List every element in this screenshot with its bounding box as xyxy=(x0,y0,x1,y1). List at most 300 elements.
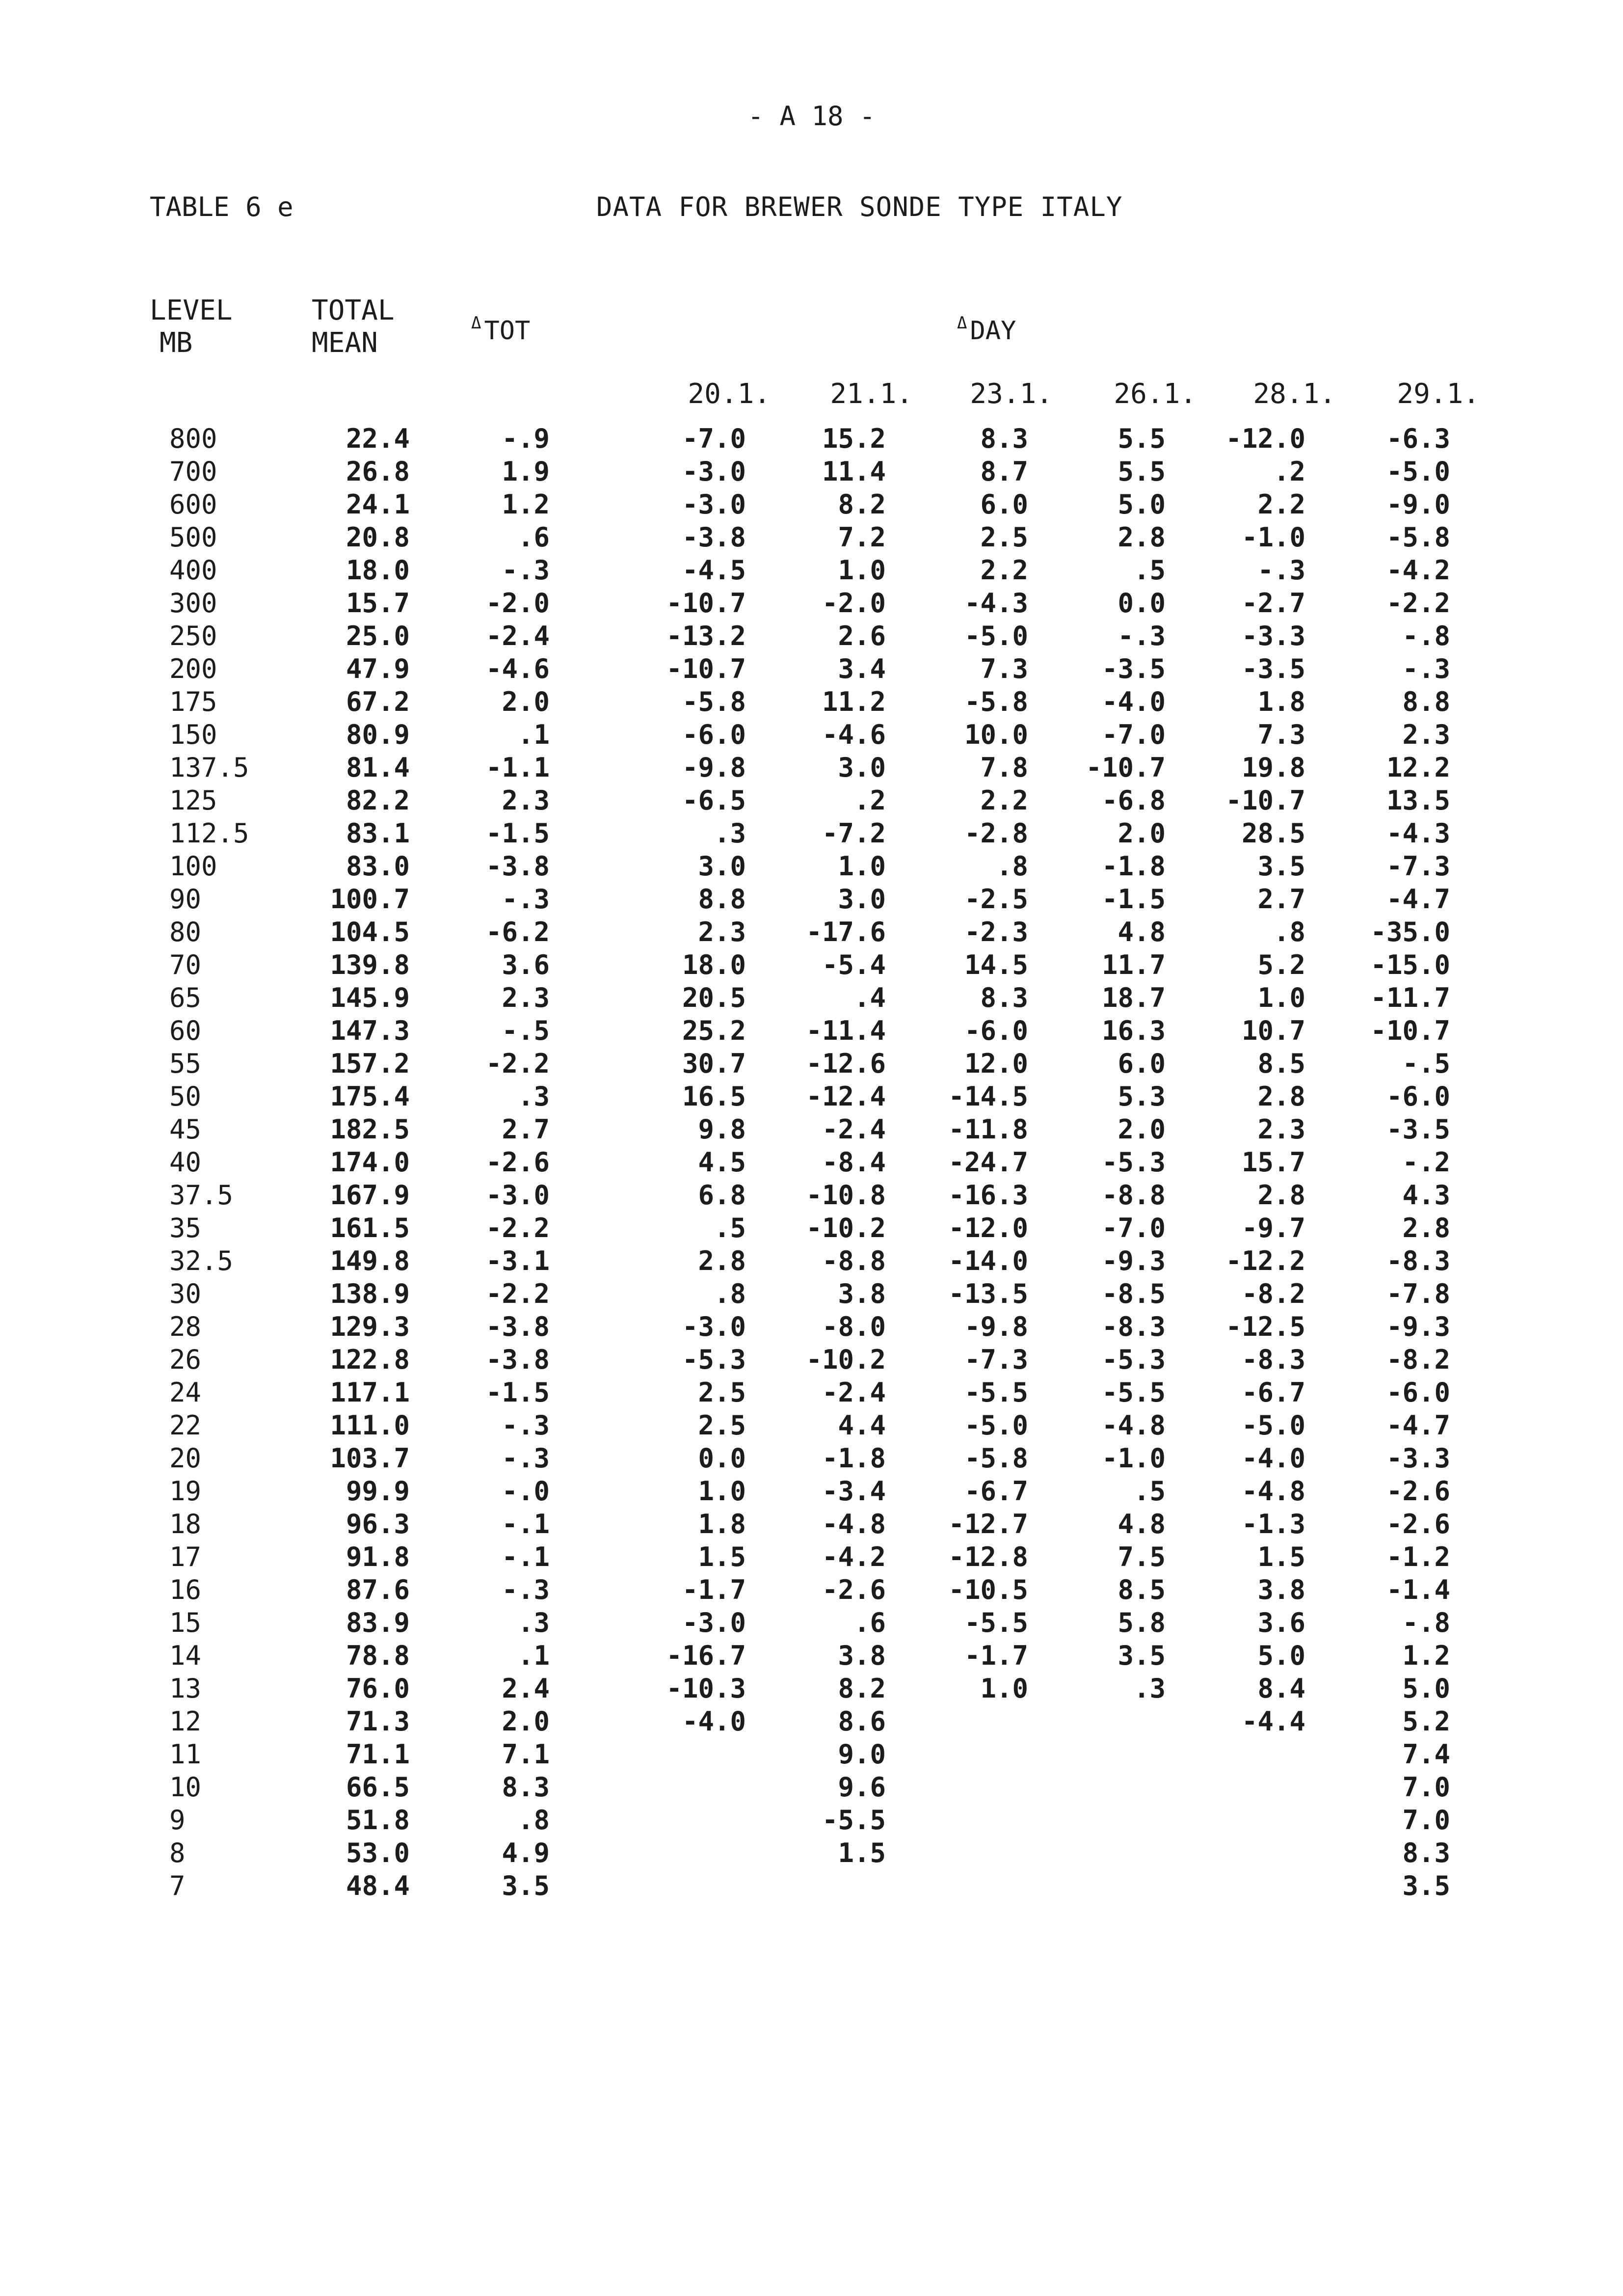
table-row xyxy=(0,488,1623,521)
table-row xyxy=(0,1672,1623,1705)
delta-day-cell-21-1: 11.2 xyxy=(822,686,886,717)
delta-tot-cell: -.3 xyxy=(502,884,550,915)
delta-day-cell-23-1: -14.5 xyxy=(948,1081,1028,1112)
total-mean-cell: 167.9 xyxy=(330,1180,410,1211)
delta-day-cell-28-1: 2.8 xyxy=(1257,1180,1305,1211)
delta-day-cell-29-1: 7.4 xyxy=(1402,1739,1450,1770)
delta-tot-cell: .6 xyxy=(517,522,550,553)
total-mean-cell: 139.8 xyxy=(330,949,410,980)
delta-day-cell-20-1: -5.3 xyxy=(682,1344,746,1375)
delta-day-cell-29-1: -7.3 xyxy=(1386,851,1450,882)
level-cell: 175 xyxy=(169,686,217,717)
delta-tot-sub: TOT xyxy=(484,316,531,346)
delta-day-cell-26-1: -6.8 xyxy=(1101,785,1166,816)
delta-day-cell-28-1: -12.0 xyxy=(1225,423,1305,454)
delta-day-cell-26-1: 2.0 xyxy=(1117,1114,1166,1145)
delta-day-cell-20-1: 4.5 xyxy=(698,1147,746,1178)
delta-tot-cell: 4.9 xyxy=(502,1837,550,1868)
delta-tot-cell: -6.2 xyxy=(485,917,550,947)
date-header-23-1: 23.1. xyxy=(970,378,1053,410)
delta-day-cell-21-1: -8.8 xyxy=(822,1245,886,1276)
delta-day-cell-28-1: -1.0 xyxy=(1241,522,1305,553)
header-total-mean-line1: TOTAL xyxy=(312,295,395,326)
delta-day-cell-29-1: -1.2 xyxy=(1386,1541,1450,1572)
total-mean-cell: 78.8 xyxy=(346,1640,410,1671)
delta-day-cell-28-1: 19.8 xyxy=(1241,752,1305,783)
table-row xyxy=(0,521,1623,554)
delta-day-cell-23-1: -16.3 xyxy=(948,1180,1028,1211)
table-row xyxy=(0,751,1623,784)
table-row xyxy=(0,1244,1623,1277)
delta-day-cell-23-1: 2.2 xyxy=(980,555,1028,586)
delta-day-cell-26-1: -1.0 xyxy=(1101,1443,1166,1474)
table-row xyxy=(0,981,1623,1014)
delta-tot-cell: -2.2 xyxy=(485,1278,550,1309)
delta-day-cell-20-1: .5 xyxy=(714,1213,746,1243)
delta-day-cell-21-1: 1.5 xyxy=(838,1837,886,1868)
table-row xyxy=(0,948,1623,981)
delta-day-cell-20-1: 1.8 xyxy=(698,1509,746,1540)
header-delta-tot xyxy=(471,307,530,347)
delta-day-cell-29-1: 3.5 xyxy=(1402,1870,1450,1901)
delta-tot-cell: -.9 xyxy=(502,423,550,454)
level-cell: 17 xyxy=(169,1541,202,1572)
delta-day-cell-23-1: -14.0 xyxy=(948,1245,1028,1276)
delta-tot-cell: -2.2 xyxy=(485,1213,550,1243)
delta-tot-cell: -.0 xyxy=(502,1476,550,1507)
delta-day-cell-26-1: -8.5 xyxy=(1101,1278,1166,1309)
delta-day-cell-26-1: -9.3 xyxy=(1101,1245,1166,1276)
delta-day-cell-21-1: 3.8 xyxy=(838,1278,886,1309)
table-row xyxy=(0,1146,1623,1179)
data-table-body xyxy=(0,422,1623,1944)
total-mean-cell: 145.9 xyxy=(330,982,410,1013)
delta-day-cell-29-1: 7.0 xyxy=(1402,1805,1450,1836)
delta-day-cell-29-1: 5.2 xyxy=(1402,1706,1450,1737)
level-cell: 15 xyxy=(169,1607,202,1638)
date-header-29-1: 29.1. xyxy=(1397,378,1480,410)
table-row xyxy=(0,1639,1623,1672)
level-cell: 40 xyxy=(169,1147,202,1178)
table-row xyxy=(0,1540,1623,1573)
delta-day-cell-26-1: 2.8 xyxy=(1117,522,1166,553)
table-row xyxy=(0,1573,1623,1606)
delta-day-cell-23-1: -5.5 xyxy=(964,1377,1028,1408)
total-mean-cell: 138.9 xyxy=(330,1278,410,1309)
delta-day-cell-28-1: -4.8 xyxy=(1241,1476,1305,1507)
delta-day-cell-26-1: -4.0 xyxy=(1101,686,1166,717)
table-row xyxy=(0,1277,1623,1310)
delta-day-cell-26-1: -5.3 xyxy=(1101,1344,1166,1375)
delta-day-cell-21-1: -8.4 xyxy=(822,1147,886,1178)
delta-day-cell-29-1: -8.2 xyxy=(1386,1344,1450,1375)
delta-day-cell-23-1: -2.3 xyxy=(964,917,1028,947)
total-mean-cell: 80.9 xyxy=(346,719,410,750)
level-cell: 14 xyxy=(169,1640,202,1671)
delta-day-cell-21-1: 1.0 xyxy=(838,851,886,882)
delta-day-cell-29-1: 13.5 xyxy=(1386,785,1450,816)
level-cell: 100 xyxy=(169,851,217,882)
delta-day-cell-26-1: -8.3 xyxy=(1101,1311,1166,1342)
delta-day-cell-26-1: -4.8 xyxy=(1101,1410,1166,1441)
total-mean-cell: 83.1 xyxy=(346,818,410,849)
delta-day-cell-21-1: -7.2 xyxy=(822,818,886,849)
delta-day-cell-28-1: 5.2 xyxy=(1257,949,1305,980)
delta-day-cell-21-1: 9.0 xyxy=(838,1739,886,1770)
delta-day-cell-21-1: -2.0 xyxy=(822,588,886,619)
total-mean-cell: 22.4 xyxy=(346,423,410,454)
level-cell: 55 xyxy=(169,1048,202,1079)
table-row xyxy=(0,817,1623,850)
delta-tot-cell: 2.0 xyxy=(502,686,550,717)
table-row xyxy=(0,422,1623,455)
level-cell: 32.5 xyxy=(169,1245,234,1276)
date-header-21-1: 21.1. xyxy=(830,378,913,410)
delta-tot-cell: 1.9 xyxy=(502,456,550,487)
delta-day-cell-23-1: 10.0 xyxy=(964,719,1028,750)
total-mean-cell: 81.4 xyxy=(346,752,410,783)
total-mean-cell: 100.7 xyxy=(330,884,410,915)
delta-day-cell-28-1: -12.5 xyxy=(1225,1311,1305,1342)
delta-day-cell-26-1: -1.5 xyxy=(1101,884,1166,915)
delta-day-cell-28-1: -4.4 xyxy=(1241,1706,1305,1737)
delta-day-sub: DAY xyxy=(970,316,1016,346)
delta-day-cell-28-1: 1.0 xyxy=(1257,982,1305,1013)
level-cell: 35 xyxy=(169,1213,202,1243)
delta-day-cell-23-1: 2.2 xyxy=(980,785,1028,816)
delta-day-cell-26-1: -7.0 xyxy=(1101,1213,1166,1243)
table-row xyxy=(0,718,1623,751)
table-row xyxy=(0,685,1623,718)
delta-tot-cell: 8.3 xyxy=(502,1772,550,1803)
delta-day-cell-28-1: -6.7 xyxy=(1241,1377,1305,1408)
delta-day-cell-23-1: -2.5 xyxy=(964,884,1028,915)
table-row xyxy=(0,587,1623,620)
delta-tot-cell: -1.5 xyxy=(485,818,550,849)
delta-day-cell-29-1: -.8 xyxy=(1402,621,1450,651)
total-mean-cell: 83.9 xyxy=(346,1607,410,1638)
delta-day-cell-20-1: -3.0 xyxy=(682,1311,746,1342)
delta-day-cell-20-1: -13.2 xyxy=(666,621,746,651)
level-cell: 125 xyxy=(169,785,217,816)
header-delta-day xyxy=(957,307,1016,347)
delta-tot-cell: -2.0 xyxy=(485,588,550,619)
delta-day-cell-20-1: 16.5 xyxy=(682,1081,746,1112)
delta-day-cell-21-1: 4.4 xyxy=(838,1410,886,1441)
level-cell: 13 xyxy=(169,1673,202,1704)
total-mean-cell: 161.5 xyxy=(330,1213,410,1243)
delta-day-cell-29-1: -10.7 xyxy=(1370,1015,1450,1046)
total-mean-cell: 15.7 xyxy=(346,588,410,619)
delta-day-cell-23-1: -12.8 xyxy=(948,1541,1028,1572)
level-cell: 50 xyxy=(169,1081,202,1112)
table-row xyxy=(0,1475,1623,1508)
delta-day-cell-28-1: 10.7 xyxy=(1241,1015,1305,1046)
delta-tot-cell: -2.2 xyxy=(485,1048,550,1079)
table-row xyxy=(0,1179,1623,1212)
delta-day-cell-23-1: -7.3 xyxy=(964,1344,1028,1375)
delta-tot-cell: -.5 xyxy=(502,1015,550,1046)
delta-day-cell-20-1: 0.0 xyxy=(698,1443,746,1474)
delta-day-cell-20-1: -3.0 xyxy=(682,489,746,520)
delta-day-cell-28-1: 8.5 xyxy=(1257,1048,1305,1079)
delta-day-cell-20-1: 3.0 xyxy=(698,851,746,882)
total-mean-cell: 83.0 xyxy=(346,851,410,882)
delta-day-cell-26-1: 2.0 xyxy=(1117,818,1166,849)
header-total-mean-line2: MEAN xyxy=(312,327,378,359)
level-cell: 10 xyxy=(169,1772,202,1803)
delta-day-cell-23-1: 1.0 xyxy=(980,1673,1028,1704)
delta-day-cell-29-1: -15.0 xyxy=(1370,949,1450,980)
delta-day-cell-23-1: -1.7 xyxy=(964,1640,1028,1671)
level-cell: 22 xyxy=(169,1410,202,1441)
date-header-20-1: 20.1. xyxy=(688,378,771,410)
delta-tot-cell: -2.6 xyxy=(485,1147,550,1178)
total-mean-cell: 26.8 xyxy=(346,456,410,487)
delta-day-cell-28-1: 2.8 xyxy=(1257,1081,1305,1112)
delta-day-cell-23-1: -5.8 xyxy=(964,1443,1028,1474)
delta-tot-cell: -.3 xyxy=(502,1574,550,1605)
delta-day-cell-21-1: .6 xyxy=(853,1607,886,1638)
delta-day-cell-21-1: -10.2 xyxy=(806,1344,886,1375)
delta-day-cell-29-1: 1.2 xyxy=(1402,1640,1450,1671)
delta-tot-cell: .1 xyxy=(517,719,550,750)
delta-day-cell-20-1: 20.5 xyxy=(682,982,746,1013)
table-row xyxy=(0,1014,1623,1047)
total-mean-cell: 99.9 xyxy=(346,1476,410,1507)
level-cell: 12 xyxy=(169,1706,202,1737)
level-cell: 70 xyxy=(169,949,202,980)
delta-day-cell-23-1: -24.7 xyxy=(948,1147,1028,1178)
delta-day-cell-26-1: 5.8 xyxy=(1117,1607,1166,1638)
table-row xyxy=(0,1310,1623,1343)
delta-day-cell-29-1: -3.3 xyxy=(1386,1443,1450,1474)
delta-day-cell-29-1: -35.0 xyxy=(1370,917,1450,947)
delta-tot-cell: -.1 xyxy=(502,1509,550,1540)
delta-day-cell-21-1: -4.2 xyxy=(822,1541,886,1572)
level-cell: 18 xyxy=(169,1509,202,1540)
table-row xyxy=(0,1869,1623,1902)
table-row xyxy=(0,883,1623,916)
delta-day-cell-21-1: 8.2 xyxy=(838,489,886,520)
table-row xyxy=(0,850,1623,883)
level-cell: 7 xyxy=(169,1870,186,1901)
total-mean-cell: 129.3 xyxy=(330,1311,410,1342)
delta-tot-cell: -3.0 xyxy=(485,1180,550,1211)
delta-day-cell-29-1: -.8 xyxy=(1402,1607,1450,1638)
delta-day-cell-28-1: 28.5 xyxy=(1241,818,1305,849)
table-row xyxy=(0,1409,1623,1442)
delta-day-cell-21-1: 3.4 xyxy=(838,653,886,684)
delta-day-cell-21-1: 3.0 xyxy=(838,752,886,783)
delta-tot-cell: .1 xyxy=(517,1640,550,1671)
table-row xyxy=(0,1212,1623,1244)
delta-day-cell-29-1: -4.3 xyxy=(1386,818,1450,849)
delta-day-cell-20-1: -1.7 xyxy=(682,1574,746,1605)
delta-tot-cell: -3.1 xyxy=(485,1245,550,1276)
delta-day-cell-23-1: 7.3 xyxy=(980,653,1028,684)
delta-tot-cell: 2.7 xyxy=(502,1114,550,1145)
delta-day-cell-29-1: -3.5 xyxy=(1386,1114,1450,1145)
header-total-mean xyxy=(312,295,395,359)
delta-day-cell-29-1: -4.2 xyxy=(1386,555,1450,586)
level-cell: 30 xyxy=(169,1278,202,1309)
delta-day-cell-28-1: 1.5 xyxy=(1257,1541,1305,1572)
delta-tot-cell: -3.8 xyxy=(485,1311,550,1342)
delta-tot-cell: .8 xyxy=(517,1805,550,1836)
level-cell: 9 xyxy=(169,1805,186,1836)
level-cell: 80 xyxy=(169,917,202,947)
total-mean-cell: 47.9 xyxy=(346,653,410,684)
delta-day-cell-20-1: -5.8 xyxy=(682,686,746,717)
delta-day-cell-29-1: -6.0 xyxy=(1386,1377,1450,1408)
delta-day-cell-23-1: -10.5 xyxy=(948,1574,1028,1605)
delta-day-cell-29-1: 2.8 xyxy=(1402,1213,1450,1243)
table-row xyxy=(0,652,1623,685)
total-mean-cell: 82.2 xyxy=(346,785,410,816)
delta-day-cell-28-1: 3.5 xyxy=(1257,851,1305,882)
level-cell: 700 xyxy=(169,456,217,487)
delta-day-cell-26-1: -7.0 xyxy=(1101,719,1166,750)
total-mean-cell: 182.5 xyxy=(330,1114,410,1145)
delta-day-cell-26-1: -3.5 xyxy=(1101,653,1166,684)
delta-day-cell-23-1: -9.8 xyxy=(964,1311,1028,1342)
delta-day-cell-21-1: 8.6 xyxy=(838,1706,886,1737)
delta-day-cell-21-1: -10.8 xyxy=(806,1180,886,1211)
level-cell: 60 xyxy=(169,1015,202,1046)
delta-day-cell-23-1: -6.7 xyxy=(964,1476,1028,1507)
delta-day-cell-26-1: -10.7 xyxy=(1086,752,1166,783)
total-mean-cell: 91.8 xyxy=(346,1541,410,1572)
delta-day-cell-26-1: 4.8 xyxy=(1117,917,1166,947)
total-mean-cell: 96.3 xyxy=(346,1509,410,1540)
delta-day-cell-26-1: 4.8 xyxy=(1117,1509,1166,1540)
total-mean-cell: 87.6 xyxy=(346,1574,410,1605)
total-mean-cell: 147.3 xyxy=(330,1015,410,1046)
delta-day-cell-28-1: 1.8 xyxy=(1257,686,1305,717)
delta-day-cell-29-1: 12.2 xyxy=(1386,752,1450,783)
delta-day-cell-29-1: -.3 xyxy=(1402,653,1450,684)
delta-tot-cell: 3.5 xyxy=(502,1870,550,1901)
delta-day-cell-28-1: -2.7 xyxy=(1241,588,1305,619)
delta-day-cell-26-1: 11.7 xyxy=(1101,949,1166,980)
delta-day-cell-26-1: 5.5 xyxy=(1117,456,1166,487)
level-cell: 28 xyxy=(169,1311,202,1342)
delta-day-cell-23-1: -6.0 xyxy=(964,1015,1028,1046)
delta-day-cell-20-1: 1.5 xyxy=(698,1541,746,1572)
delta-day-cell-21-1: -12.6 xyxy=(806,1048,886,1079)
delta-day-cell-29-1: -2.6 xyxy=(1386,1476,1450,1507)
delta-day-cell-26-1: 3.5 xyxy=(1117,1640,1166,1671)
delta-day-cell-23-1: 6.0 xyxy=(980,489,1028,520)
total-mean-cell: 157.2 xyxy=(330,1048,410,1079)
delta-day-cell-28-1: 2.2 xyxy=(1257,489,1305,520)
delta-day-cell-20-1: -3.0 xyxy=(682,456,746,487)
delta-day-cell-21-1: -8.0 xyxy=(822,1311,886,1342)
delta-tot-cell: -1.1 xyxy=(485,752,550,783)
total-mean-cell: 103.7 xyxy=(330,1443,410,1474)
delta-day-cell-28-1: 8.4 xyxy=(1257,1673,1305,1704)
delta-day-cell-23-1: -5.0 xyxy=(964,621,1028,651)
total-mean-cell: 18.0 xyxy=(346,555,410,586)
delta-day-cell-29-1: -4.7 xyxy=(1386,1410,1450,1441)
delta-day-cell-28-1: -12.2 xyxy=(1225,1245,1305,1276)
delta-day-cell-21-1: -17.6 xyxy=(806,917,886,947)
delta-day-cell-28-1: .8 xyxy=(1273,917,1305,947)
delta-day-cell-28-1: -5.0 xyxy=(1241,1410,1305,1441)
level-cell: 8 xyxy=(169,1837,186,1868)
delta-day-cell-29-1: -.5 xyxy=(1402,1048,1450,1079)
delta-day-cell-20-1: -6.5 xyxy=(682,785,746,816)
level-cell: 90 xyxy=(169,884,202,915)
level-cell: 400 xyxy=(169,555,217,586)
delta-day-cell-20-1: -4.5 xyxy=(682,555,746,586)
total-mean-cell: 71.1 xyxy=(346,1739,410,1770)
delta-day-cell-26-1: 18.7 xyxy=(1101,982,1166,1013)
delta-day-cell-21-1: .2 xyxy=(853,785,886,816)
level-cell: 26 xyxy=(169,1344,202,1375)
table-row xyxy=(0,1047,1623,1080)
delta-day-cell-20-1: -10.7 xyxy=(666,653,746,684)
delta-day-cell-20-1: -16.7 xyxy=(666,1640,746,1671)
delta-day-cell-23-1: -5.5 xyxy=(964,1607,1028,1638)
delta-day-cell-23-1: -5.8 xyxy=(964,686,1028,717)
total-mean-cell: 122.8 xyxy=(330,1344,410,1375)
delta-tot-cell: -2.4 xyxy=(485,621,550,651)
delta-day-cell-20-1: .3 xyxy=(714,818,746,849)
delta-day-cell-28-1: -10.7 xyxy=(1225,785,1305,816)
delta-day-cell-26-1: .5 xyxy=(1133,1476,1166,1507)
delta-tot-cell: -3.8 xyxy=(485,851,550,882)
delta-day-cell-29-1: -9.3 xyxy=(1386,1311,1450,1342)
delta-day-cell-26-1: 7.5 xyxy=(1117,1541,1166,1572)
table-label: TABLE 6 e xyxy=(150,191,293,222)
delta-day-cell-21-1: 2.6 xyxy=(838,621,886,651)
table-row xyxy=(0,1738,1623,1771)
delta-day-cell-20-1: -4.0 xyxy=(682,1706,746,1737)
delta-day-cell-21-1: -4.8 xyxy=(822,1509,886,1540)
table-row xyxy=(0,1080,1623,1113)
delta-day-cell-26-1: 6.0 xyxy=(1117,1048,1166,1079)
delta-day-cell-29-1: -.2 xyxy=(1402,1147,1450,1178)
table-row xyxy=(0,1442,1623,1475)
delta-day-cell-21-1: -12.4 xyxy=(806,1081,886,1112)
total-mean-cell: 48.4 xyxy=(346,1870,410,1901)
header-level-line1: LEVEL xyxy=(150,295,233,326)
level-cell: 800 xyxy=(169,423,217,454)
delta-day-cell-21-1: 3.8 xyxy=(838,1640,886,1671)
delta-day-cell-29-1: 4.3 xyxy=(1402,1180,1450,1211)
delta-day-cell-26-1: 5.3 xyxy=(1117,1081,1166,1112)
delta-day-cell-21-1: -5.4 xyxy=(822,949,886,980)
delta-day-cell-20-1: .8 xyxy=(714,1278,746,1309)
level-cell: 37.5 xyxy=(169,1180,234,1211)
delta-day-cell-21-1: .4 xyxy=(853,982,886,1013)
delta-day-cell-29-1: -5.8 xyxy=(1386,522,1450,553)
delta-day-cell-23-1: .8 xyxy=(996,851,1028,882)
delta-day-cell-29-1: -4.7 xyxy=(1386,884,1450,915)
delta-day-cell-23-1: 8.3 xyxy=(980,982,1028,1013)
delta-day-cell-28-1: 15.7 xyxy=(1241,1147,1305,1178)
delta-day-cell-28-1: -9.7 xyxy=(1241,1213,1305,1243)
table-row xyxy=(0,1705,1623,1738)
delta-day-cell-23-1: -2.8 xyxy=(964,818,1028,849)
delta-tot-cell: 2.0 xyxy=(502,1706,550,1737)
level-cell: 300 xyxy=(169,588,217,619)
header-level-line2: MB xyxy=(160,327,193,359)
delta-day-cell-26-1: 5.5 xyxy=(1117,423,1166,454)
delta-day-cell-23-1: -11.8 xyxy=(948,1114,1028,1145)
